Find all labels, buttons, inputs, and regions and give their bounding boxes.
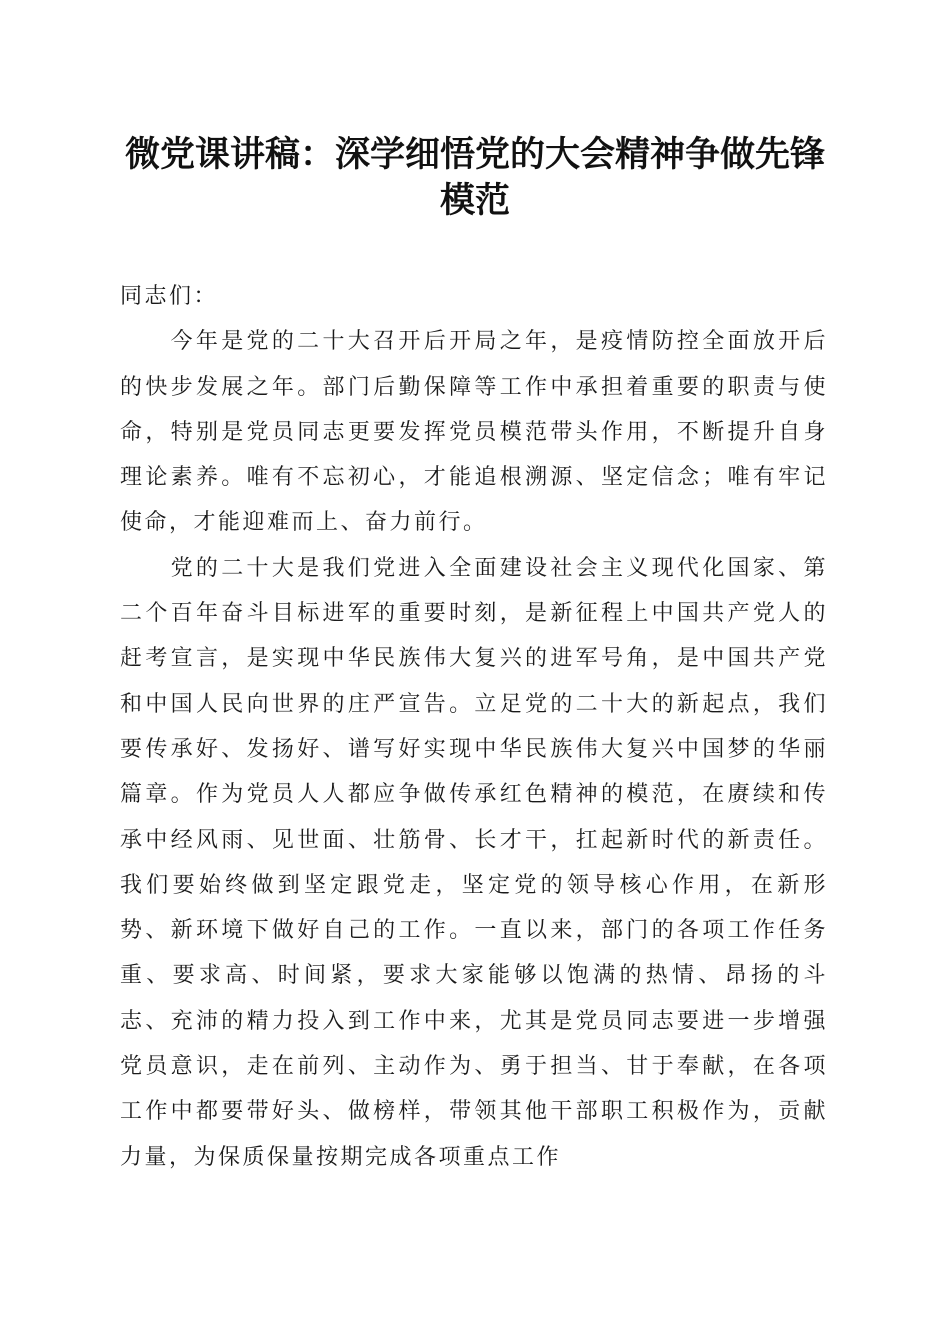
document-title: 微党课讲稿：深学细悟党的大会精神争做先锋模范 xyxy=(124,134,825,221)
paragraph-1: 今年是党的二十大召开后开局之年，是疫情防控全面放开后的快步发展之年。部门后勤保障等工作中承担着重要的职责与使命，特别是党员同志更要发挥党员模范带头作用，不断提升自身理论素养。唯有不忘初心，才能追根溯源、坚定信念；唯有牢记使命，才能迎难而上、奋力前行。 xyxy=(120,329,828,536)
greeting: 同志们： xyxy=(120,284,219,309)
paragraph-2: 党的二十大是我们党进入全面建设社会主义现代化国家、第二个百年奋斗目标进军的重要时刻，是新征程上中国共产党人的赶考宣言，是实现中华民族伟大复兴的进军号角，是中国共产党和中国人民向世界的庄严宣告。立足党的二十大的新起点，我们要传承好、发扬好、谱写好实现中华民族伟大复兴中国梦的华丽篇章。作为党员人人都应争做传承红色精神的模范，在赓续和传承中经风雨、见世面、壮筋骨、长才干，扛起新时代的新责任。我们要始终做到坚定跟党走，坚定党的领导核心作用，在新形势、新环境下做好自己的工作。一直以来，部门的各项工作任务重、要求高、时间紧，要求大家能够以饱满的热情、昂扬的斗志、充沛的精力投入到工作中来，尤其是党员同志要进一步增强党员意识，走在前列、主动作为、勇于担当、甘于奉献，在各项工作中都要带好头、做榜样，带领其他干部职工积极作为，贡献力量，为保质保量按期完成各项重点工作 xyxy=(120,555,828,1170)
document-body xyxy=(120,274,828,1180)
